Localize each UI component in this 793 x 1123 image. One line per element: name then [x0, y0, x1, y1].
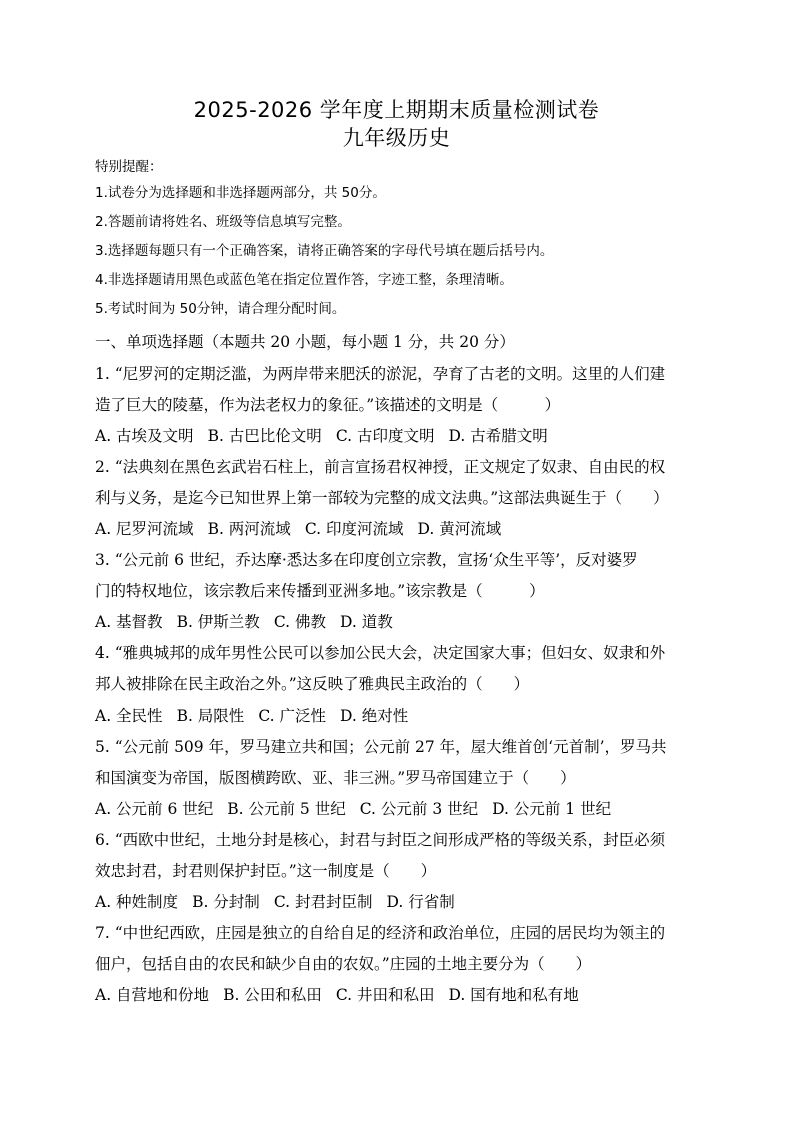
exam-title: 2025-2026 学年度上期期末质量检测试卷 [193, 98, 600, 122]
question-4-line-2: 邦人被排除在民主政治之外。”这反映了雅典民主政治的（ ） [95, 675, 530, 693]
option-d: D. 古希腊文明 [448, 427, 548, 445]
option-a: A. 尼罗河流域 [95, 520, 194, 538]
option-d: D. 行省制 [386, 893, 455, 911]
option-b: B. 两河流域 [207, 520, 291, 538]
exam-subtitle: 九年级历史 [342, 126, 451, 150]
question-3-options [95, 611, 705, 633]
question-1-line-2: 造了巨大的陵墓，作为法老权力的象征。”该描述的文明是（ ） [95, 396, 561, 414]
question-7-line-2: 佃户，包括自由的农民和缺少自由的农奴。”庄园的土地主要分为（ ） [95, 955, 592, 973]
option-c: C. 封君封臣制 [273, 893, 373, 911]
question-3-line-2: 门的特权地位，该宗教后来传播到亚洲多地。”该宗教是（ ） [95, 582, 545, 600]
question-5-options [95, 798, 705, 820]
option-b: B. 公田和私田 [223, 986, 322, 1004]
question-3-line-1: 3. “公元前 6 世纪，乔达摩·悉达多在印度创立宗教，宣扬‘众生平等’，反对婆罗 [95, 551, 638, 569]
option-c: C. 佛教 [273, 613, 326, 631]
option-d: D. 国有地和私有地 [448, 986, 579, 1004]
question-5-line-1: 5. “公元前 509 年，罗马建立共和国；公元前 27 年，屋大维首创‘元首制’，罗马共 [95, 738, 667, 756]
option-d: D. 道教 [339, 613, 393, 631]
option-c: C. 印度河流域 [304, 520, 404, 538]
notice-item: 5.考试时间为 50分钟，请合理分配时间。 [95, 301, 346, 317]
notice-item: 3.选择题每题只有一个正确答案，请将正确答案的字母代号填在题后括号内。 [95, 243, 554, 259]
option-b: B. 局限性 [176, 707, 245, 725]
notice-item: 2.答题前请将姓名、班级等信息填写完整。 [95, 214, 351, 230]
option-a: A. 基督教 [95, 613, 163, 631]
question-2-options [95, 518, 705, 540]
option-b: B. 伊斯兰教 [176, 613, 260, 631]
option-b: B. 公元前 5 世纪 [227, 800, 346, 818]
question-6-line-1: 6. “西欧中世纪，土地分封是核心，封君与封臣之间形成严格的等级关系，封臣必须 [95, 831, 666, 849]
option-b: B. 分封制 [192, 893, 260, 911]
option-c: C. 井田和私田 [335, 986, 435, 1004]
notice-heading: 特别提醒： [95, 159, 163, 175]
option-a: A. 自营地和份地 [95, 986, 210, 1004]
notice-item: 1.试卷分为选择题和非选择题两部分，共 50分。 [95, 185, 386, 201]
question-2-line-2: 利与义务，是迄今已知世界上第一部较为完整的成文法典。”这部法典诞生于（ ） [95, 489, 669, 507]
option-a: A. 全民性 [95, 707, 163, 725]
question-4-line-1: 4. “雅典城邦的成年男性公民可以参加公民大会，决定国家大事；但妇女、奴隶和外 [95, 644, 666, 662]
question-2-line-1: 2. “法典刻在黑色玄武岩石柱上，前言宣扬君权神授，正文规定了奴隶、自由民的权 [95, 458, 666, 476]
option-c: C. 广泛性 [258, 707, 326, 725]
option-d: D. 黄河流域 [417, 520, 502, 538]
notice-item: 4.非选择题请用黑色或蓝色笔在指定位置作答，字迹工整，条理清晰。 [95, 272, 513, 288]
question-1-line-1: 1. “尼罗河的定期泛滥，为两岸带来肥沃的淤泥，孕育了古老的文明。这里的人们建 [95, 365, 666, 383]
option-d: D. 绝对性 [339, 707, 409, 725]
question-4-options [95, 705, 705, 727]
question-6-options [95, 891, 705, 913]
question-1-options [95, 425, 705, 447]
section-heading: 一、单项选择题（本题共 20 小题，每小题 1 分，共 20 分） [95, 333, 515, 351]
option-c: C. 古印度文明 [335, 427, 435, 445]
option-b: B. 古巴比伦文明 [207, 427, 322, 445]
option-a: A. 公元前 6 世纪 [95, 800, 214, 818]
option-d: D. 公元前 1 世纪 [492, 800, 612, 818]
option-c: C. 公元前 3 世纪 [359, 800, 479, 818]
question-7-options [95, 984, 705, 1006]
option-a: A. 种姓制度 [95, 893, 179, 911]
option-a: A. 古埃及文明 [95, 427, 194, 445]
question-7-line-1: 7. “中世纪西欧，庄园是独立的自给自足的经济和政治单位，庄园的居民均为领主的 [95, 924, 666, 942]
question-5-line-2: 和国演变为帝国，版图横跨欧、亚、非三洲。”罗马帝国建立于（ ） [95, 769, 576, 787]
question-6-line-2: 效忠封君，封君则保护封臣。”这一制度是（ ） [95, 862, 437, 880]
